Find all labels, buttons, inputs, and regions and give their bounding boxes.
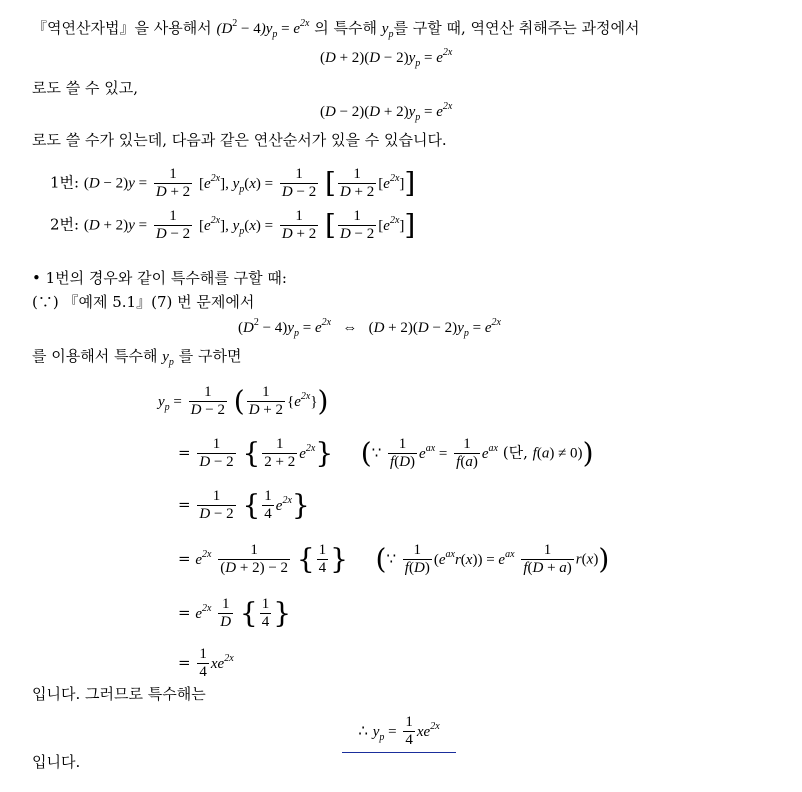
condition-word: 단, (508, 443, 528, 462)
use-text-2: 를 구하면 (178, 347, 242, 365)
equivalence-equation: $(D^2 - 4)y_p = e^{2x}$ ⇔ $(D + 2)(D - 2)y_p = e^{2x}$ (238, 317, 501, 339)
factored-equation-2: $(D - 2)(D + 2)y_p = e^{2x}$ (320, 101, 453, 123)
intro-text: 『역연산자법』을 사용해서 (32, 19, 212, 37)
step-3: = $\frac{1}{D - 2}$ { $\frac{1}{4}$ $e^{2x}$} (178, 488, 310, 522)
bullet-title: • 1번의 경우와 같이 특수해를 구할 때: (32, 269, 287, 287)
intro-line (32, 18, 639, 39)
order-1-label: 1번: (50, 173, 80, 192)
conclusion-line: 입니다. 그러므로 특수해는 (32, 685, 206, 703)
step-5: = $e^{2x}$ $\frac{1}{D}$ { $\frac{1}{4}$ } (178, 596, 292, 630)
reference-text: 『예제 5.1』(7) 번 문제에서 (63, 293, 255, 311)
order-1: 1번: (D − 2)y = $\frac{1}{D + 2}$ $[e^{2x}]$, $y_p(x)$ = $\frac{1}{D - 2}$ [ $\frac{1}{D + 2}$ $[e^{2x}]$] (50, 166, 416, 200)
step-6: = $\frac{1}{4}$ $xe^{2x}$ (178, 646, 234, 680)
order-2: 2번: (D + 2)y = $\frac{1}{D - 2}$ $[e^{2x}]$, $y_p(x)$ = $\frac{1}{D + 2}$ [ $\frac{1}{D - 2}$ $[e^{2x}]$] (50, 208, 416, 242)
order-2-label: 2번: (50, 215, 80, 234)
use-text: 를 이용해서 특수해 (32, 347, 158, 365)
use-line: 를 이용해서 특수해 $y_p$ 를 구하면 (32, 347, 242, 368)
factored-equation-1: $(D + 2)(D - 2)y_p = e^{2x}$ (320, 47, 453, 69)
yp-symbol: $y_p$ (381, 21, 394, 40)
intro-text-2: 의 특수해 (314, 19, 378, 37)
ending-line: 입니다. (32, 753, 81, 771)
order-intro-line: 로도 쓸 수가 있는데, 다음과 같은 연산순서가 있을 수 있습니다. (32, 131, 447, 149)
step-1: $y_p$ = $\frac{1}{D - 2}$ ( $\frac{1}{D + 2}$ $\{e^{2x}\}$) (158, 384, 329, 418)
step-4: = $e^{2x}$ $\frac{1}{(D + 2) - 2}$ { $\frac{1}{4}$ } (∵ $\frac{1}{f(D)}$ $(e^{ax}r(x)) = e^{ax}$ $\frac{1}{f(D + a)}$ r(x)) (178, 542, 610, 576)
intro-text-3: 를 구할 때, 역연산 취해주는 과정에서 (393, 19, 640, 37)
ode-equation: $(D^2 - 4)y_p = e^{2x}$ (216, 18, 310, 40)
final-answer: ∴ $y_p$ = $\frac{1}{4}$ $xe^{2x}$ (342, 714, 456, 753)
also-written-line: 로도 쓸 수 있고, (32, 79, 139, 97)
step-2: = $\frac{1}{D - 2}$ { $\frac{1}{2 + 2}$ $e^{2x}$} (∵ $\frac{1}{f(D)}$ $e^{ax}$ = $\frac{1}{f(a)}$ $e^{ax}$ (단, f(a) ≠ 0)) (178, 436, 594, 470)
reference-line: (∵) 『예제 5.1』(7) 번 문제에서 (32, 293, 255, 311)
